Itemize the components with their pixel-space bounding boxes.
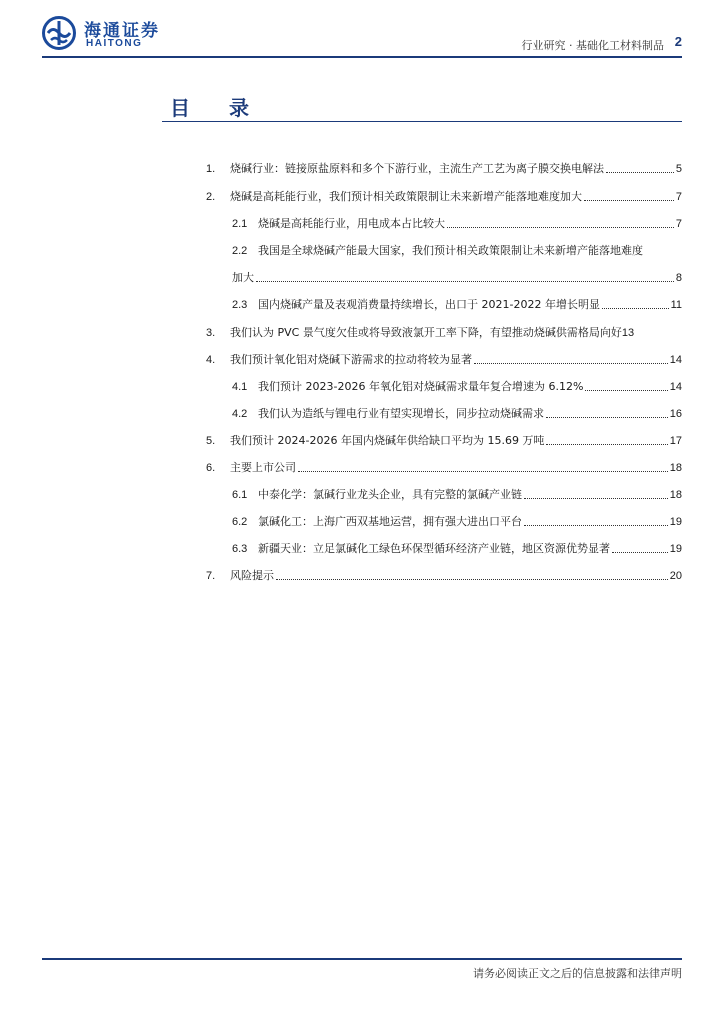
toc-entry-text: 氯碱化工：上海广西双基地运营，拥有强大进出口平台 (258, 515, 522, 528)
page-number: 2 (674, 34, 682, 49)
toc-entry[interactable] (206, 158, 682, 176)
toc-entry-number: 7. (206, 570, 216, 582)
logo-english-name: HAITONG (86, 38, 143, 49)
toc-entry[interactable] (232, 240, 682, 258)
toc-entry-page: 13 (621, 327, 635, 339)
toc-entry-number: 4.1 (232, 381, 248, 393)
toc-entry-number: 6.2 (232, 516, 248, 528)
toc-entry-text: 烧碱是高耗能行业，用电成本占比较大 (258, 217, 445, 230)
toc-entry[interactable] (206, 430, 682, 448)
report-category: 行业研究 · 基础化工材料制品 (521, 39, 664, 52)
toc-entry[interactable] (232, 538, 682, 556)
toc-entry-text: 风险提示 (230, 569, 274, 582)
toc-entry-page: 5 (675, 163, 682, 175)
toc-entry[interactable] (232, 511, 682, 529)
toc-entry-number: 1. (206, 163, 216, 175)
toc-leader-dots (546, 444, 667, 445)
toc-leader-dots (546, 417, 668, 418)
toc-entry-text: 新疆天业：立足氯碱化工绿色环保型循环经济产业链，地区资源优势显著 (258, 542, 610, 555)
toc-leader-dots (584, 200, 674, 201)
toc-leader-dots (524, 498, 668, 499)
toc-entry-number: 2.1 (232, 218, 248, 230)
toc-leader-dots (276, 579, 668, 580)
toc-entry[interactable] (206, 565, 682, 583)
toc-entry[interactable] (232, 294, 682, 312)
toc-entry[interactable] (206, 186, 682, 204)
toc-entry-number: 2. (206, 191, 216, 203)
toc-entry[interactable] (232, 484, 682, 502)
toc-entry-number: 2.2 (232, 245, 248, 257)
toc-leader-dots (612, 552, 668, 553)
toc-entry-page: 8 (675, 272, 682, 284)
toc-entry-page: 14 (669, 354, 682, 366)
toc-leader-dots (298, 471, 668, 472)
toc-leader-dots (447, 227, 674, 228)
toc-entry-page: 20 (669, 570, 682, 582)
toc-entry-number: 3. (206, 327, 216, 339)
toc-entry-page: 19 (669, 516, 682, 528)
toc-entry-number: 6.3 (232, 543, 248, 555)
toc-entry-page: 14 (669, 381, 682, 393)
company-logo (42, 14, 172, 54)
header-divider (42, 56, 682, 58)
toc-entry-page: 19 (669, 543, 682, 555)
toc-entry-number: 6.1 (232, 489, 248, 501)
toc-title: 目 录 (170, 96, 265, 120)
toc-entry-text: 烧碱行业：链接原盐原料和多个下游行业，主流生产工艺为离子膜交换电解法 (230, 162, 604, 175)
toc-leader-dots (524, 525, 668, 526)
toc-leader-dots (606, 172, 674, 173)
footer-divider (42, 958, 682, 960)
toc-entry-page: 7 (675, 191, 682, 203)
toc-entry-text: 国内烧碱产量及表观消费量持续增长，出口于 2021-2022 年增长明显 (258, 298, 600, 311)
toc-entry-page: 18 (669, 462, 682, 474)
toc-leader-dots (585, 390, 667, 391)
toc-entry-page: 17 (669, 435, 682, 447)
toc-entry-number: 5. (206, 435, 216, 447)
toc-entry-text: 主要上市公司 (230, 461, 296, 474)
toc-entry-page: 18 (669, 489, 682, 501)
toc-entry-page: 7 (675, 218, 682, 230)
toc-entry-text: 中泰化学：氯碱行业龙头企业，具有完整的氯碱产业链 (258, 488, 522, 501)
toc-leader-dots (474, 363, 668, 364)
toc-entry-number: 2.3 (232, 299, 248, 311)
toc-leader-dots (256, 281, 674, 282)
toc-title-underline (162, 121, 682, 122)
toc-entry-continuation[interactable] (232, 267, 682, 285)
haitong-logo-icon (42, 16, 76, 50)
toc-entry-page: 16 (669, 408, 682, 420)
toc-entry[interactable] (206, 322, 682, 340)
toc-entry-text: 烧碱是高耗能行业，我们预计相关政策限制让未来新增产能落地难度加大 (230, 190, 582, 203)
toc-entry-page: 11 (670, 299, 682, 311)
toc-entry-number: 4. (206, 354, 216, 366)
toc-entry-number: 4.2 (232, 408, 248, 420)
toc-entry[interactable] (206, 457, 682, 475)
logo-chinese-name: 海通证券 (84, 21, 160, 41)
toc-entry[interactable] (232, 403, 682, 421)
toc-entry[interactable] (232, 213, 682, 231)
toc-entry-number: 6. (206, 462, 216, 474)
toc-entry-text: 我国是全球烧碱产能最大国家，我们预计相关政策限制让未来新增产能落地难度 (258, 244, 643, 257)
toc-entry-text: 我们预计 2024-2026 年国内烧碱年供给缺口平均为 15.69 万吨 (230, 434, 545, 447)
toc-entry[interactable] (232, 376, 682, 394)
toc-entry-text: 我们认为 PVC 景气度欠佳或将导致液氯开工率下降，有望推动烧碱供需格局向好 (230, 326, 622, 339)
toc-entry-text-continued: 加大 (232, 271, 254, 284)
toc-entry-text: 我们预计 2023-2026 年氧化铝对烧碱需求量年复合增速为 6.12% (258, 380, 584, 393)
toc-entry-text: 我们认为造纸与锂电行业有望实现增长，同步拉动烧碱需求 (258, 407, 544, 420)
toc-entry[interactable] (206, 349, 682, 367)
toc-entry-text: 我们预计氧化铝对烧碱下游需求的拉动将较为显著 (230, 353, 472, 366)
footer-disclaimer: 请务必阅读正文之后的信息披露和法律声明 (473, 967, 682, 980)
toc-leader-dots (602, 308, 669, 309)
